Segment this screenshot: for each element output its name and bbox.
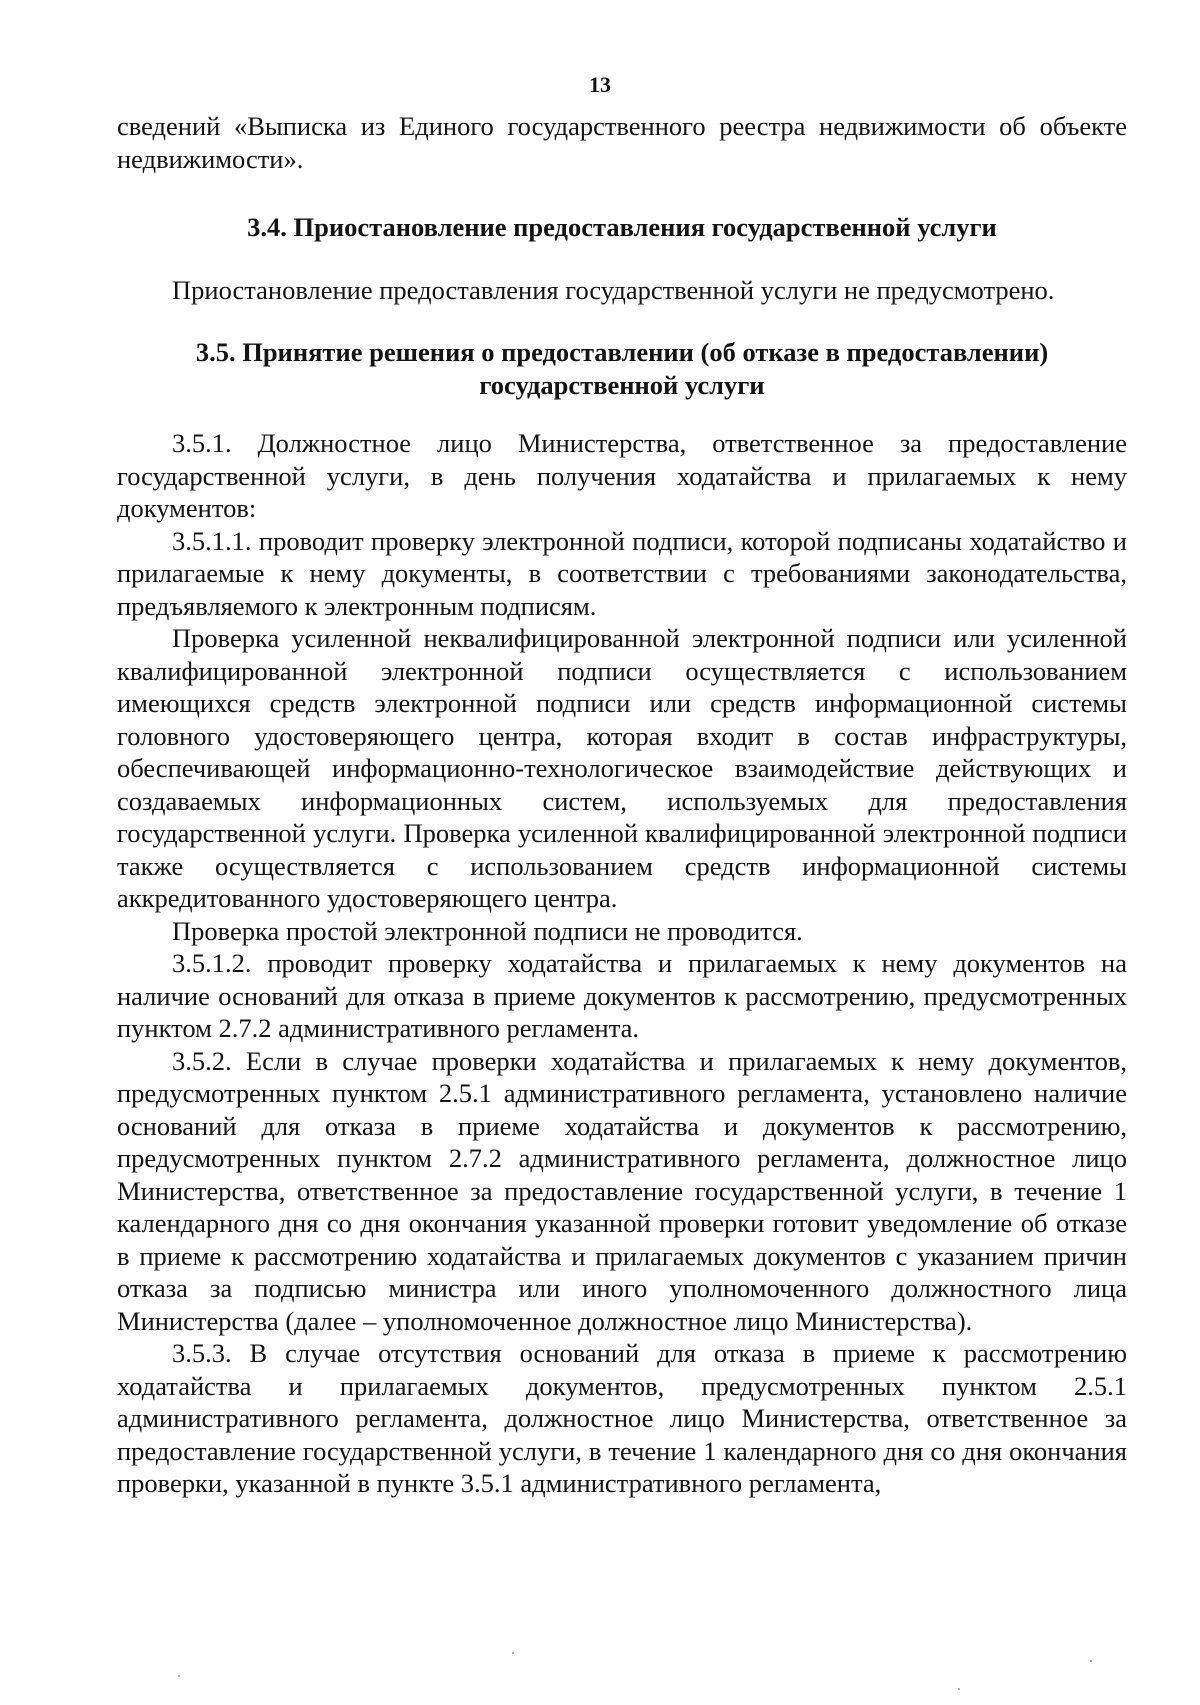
intro-paragraph: сведений «Выписка из Единого государственного реестра недвижимости об объекте недвижимости». xyxy=(117,111,1127,174)
paragraph-3-5-3: 3.5.3. В случае отсутствия оснований для отказа в приеме к рассмотрению ходатайства и прилагаемых документов, предусмотренных пунктом 2.5.1 административного регламента, должностное лицо Министерства, ответственное за предоставление государственной услуги, в течение 1 календарного дня со дня окончания проверки, указанной в пункте 3.5.1 административного регламента, xyxy=(117,1338,1127,1498)
paragraph-3-4: Приостановление предоставления государственной услуги не предусмотрено. xyxy=(172,274,1055,305)
scan-speck xyxy=(512,1652,514,1654)
paragraph-enhanced-signature-check: Проверка усиленной неквалифицированной электронной подписи или усиленной квалифицированной электронной подписи осуществляется с использованием имеющихся средств электронной подписи или средств информационной системы головного удостоверяющего центра, которая входит в состав инфраструктуры, обеспечивающей информационно-технологическое взаимодействие действующих и создаваемых информационных систем, используемых для предоставления государственной услуги. Проверка усиленной квалифицированной электронной подписи также осуществляется с использованием средств информационной системы аккредитованного удостоверяющего центра. xyxy=(117,623,1127,913)
paragraph-3-5-1-2: 3.5.1.2. проводит проверку ходатайства и прилагаемых к нему документов на наличие оснований для отказа в приеме документов к рассмотрению, предусмотренных пунктом 2.7.2 административного регламента. xyxy=(117,948,1127,1043)
paragraph-3-5-2: 3.5.2. Если в случае проверки ходатайства и прилагаемых к нему документов, предусмотренных пунктом 2.5.1 административного регламента, установлено наличие оснований для отказа в приеме ходатайства и документов к рассмотрению, предусмотренных пунктом 2.7.2 административного регламента, должностное лицо Министерства, ответственное за предоставление государственной услуги, в течение 1 календарного дня со дня окончания указанной проверки готовит уведомление об отказе в приеме к рассмотрению ходатайства и прилагаемых документов с указанием причин отказа за подписью министра или иного уполномоченного должностного лица Министерства (далее – уполномоченное должностное лицо Министерства). xyxy=(117,1045,1127,1336)
section-heading-3-4: 3.4. Приостановление предоставления государственной услуги xyxy=(247,212,997,242)
section-heading-3-5 xyxy=(117,336,1127,401)
section-heading-3-5-line2: государственной услуги xyxy=(479,369,765,400)
scan-speck xyxy=(958,1688,960,1690)
page-body xyxy=(117,110,1127,1500)
scan-speck xyxy=(178,1675,180,1677)
section-heading-3-5-line1: 3.5. Принятие решения о предоставлении (об отказе в предоставлении) xyxy=(195,337,1049,367)
paragraph-3-5-1-1: 3.5.1.1. проводит проверку электронной подписи, которой подписаны ходатайство и прилагаемые к нему документы, в соответствии с требованиями законодательства, предъявляемого к электронным подписям. xyxy=(117,525,1127,621)
paragraph-simple-signature-check: Проверка простой электронной подписи не проводится. xyxy=(172,915,803,946)
scan-speck xyxy=(1090,1660,1092,1662)
page-number: 13 xyxy=(589,72,611,97)
paragraph-3-5-1: 3.5.1. Должностное лицо Министерства, ответственное за предоставление государственной услуги, в день получения ходатайства и прилагаемых к нему документов: xyxy=(117,428,1127,523)
